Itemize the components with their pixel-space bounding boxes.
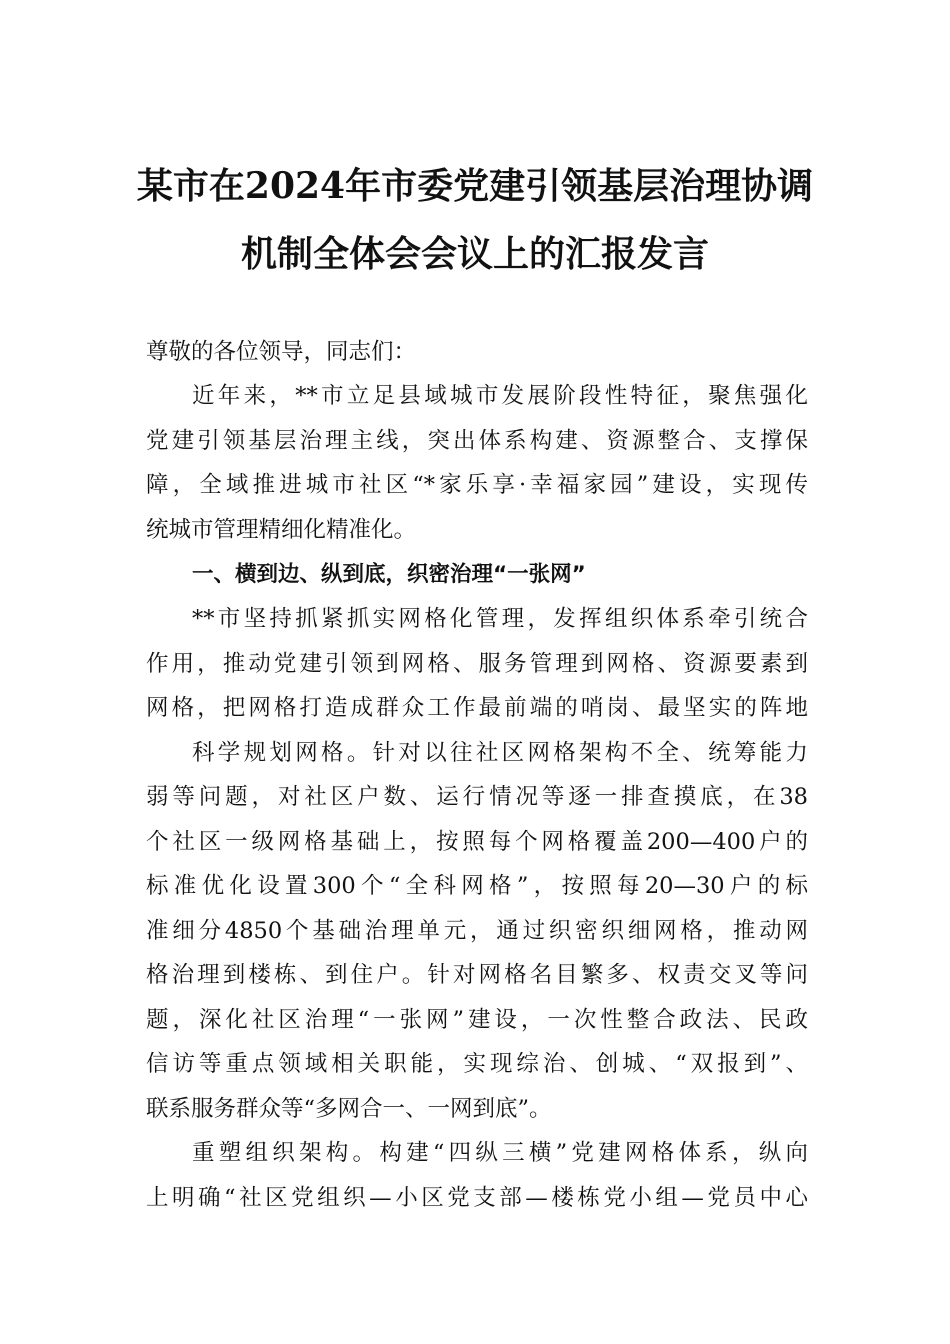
document-title-line-1: 某市在2024年市委党建引领基层治理协调 bbox=[136, 165, 814, 207]
paragraph-line: 联系服务群众等“多网合一、一网到底”。 bbox=[146, 1096, 552, 1122]
paragraph-line: 个社区一级网格基础上，按照每个网格覆盖200—400户的 bbox=[146, 829, 808, 855]
paragraph-line: 弱等问题，对社区户数、运行情况等逐一排查摸底，在38 bbox=[146, 784, 808, 810]
paragraph-line: 上明确“社区党组织—小区党支部—楼栋党小组—党员中心 bbox=[146, 1185, 808, 1211]
intro-line: 党建引领基层治理主线，突出体系构建、资源整合、支撑保 bbox=[146, 428, 808, 454]
section-heading: 一、横到边、纵到底，织密治理“一张网” bbox=[192, 562, 586, 587]
paragraph-line: 重塑组织架构。构建“四纵三横”党建网格体系，纵向 bbox=[192, 1140, 808, 1166]
intro-line: 统城市管理精细化精准化。 bbox=[146, 517, 417, 543]
paragraph-line: 作用，推动党建引领到网格、服务管理到网格、资源要素到 bbox=[146, 651, 808, 677]
paragraph-line: **市坚持抓紧抓实网格化管理，发挥组织体系牵引统合 bbox=[192, 606, 808, 632]
salutation: 尊敬的各位领导，同志们： bbox=[146, 339, 417, 365]
paragraph-line: 标准优化设置300个“全科网格”，按照每20—30户的标 bbox=[146, 873, 808, 899]
intro-line: 近年来，**市立足县域城市发展阶段性特征，聚焦强化 bbox=[192, 383, 808, 409]
paragraph-line: 信访等重点领域相关职能，实现综治、创城、“双报到”、 bbox=[146, 1051, 808, 1077]
paragraph-line: 准细分4850个基础治理单元，通过织密织细网格，推动网 bbox=[146, 918, 808, 944]
document-title-line-2: 机制全体会会议上的汇报发言 bbox=[240, 233, 709, 275]
intro-line: 障，全域推进城市社区“*家乐享·幸福家园”建设，实现传 bbox=[146, 472, 808, 498]
paragraph-line: 科学规划网格。针对以往社区网格架构不全、统筹能力 bbox=[192, 740, 808, 766]
paragraph-line: 题，深化社区治理“一张网”建设，一次性整合政法、民政 bbox=[146, 1007, 808, 1033]
paragraph-line: 网格，把网格打造成群众工作最前端的哨岗、最坚实的阵地 bbox=[146, 695, 808, 721]
paragraph-line: 格治理到楼栋、到住户。针对网格名目繁多、权责交叉等问 bbox=[146, 962, 808, 988]
